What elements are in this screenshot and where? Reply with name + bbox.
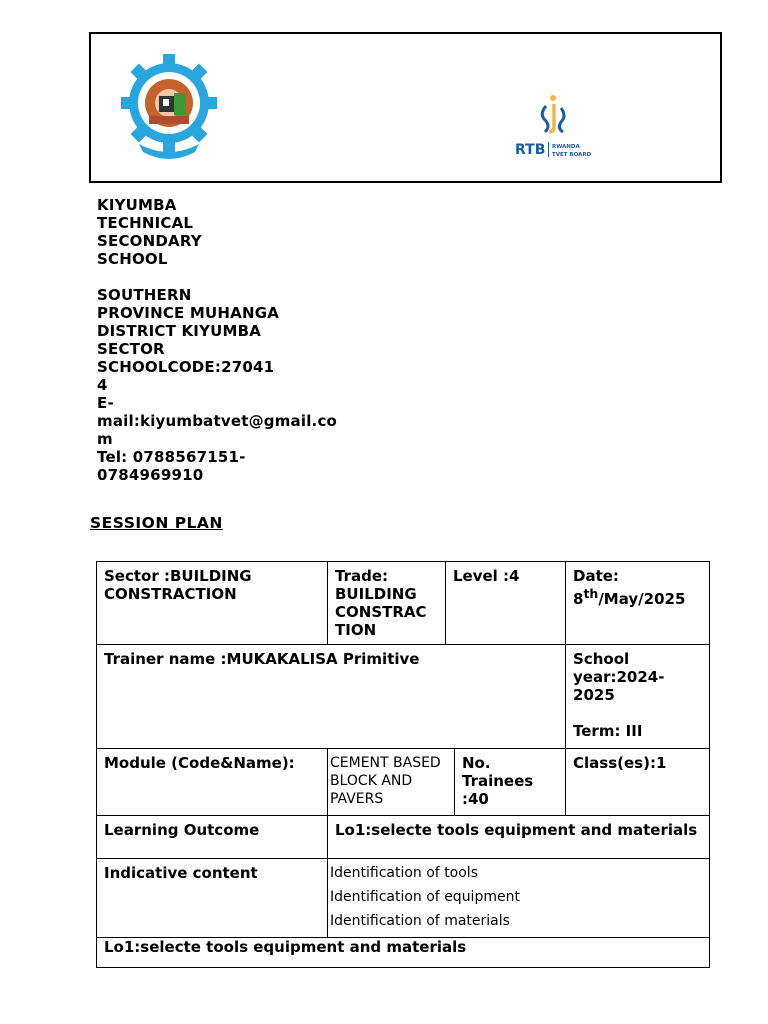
school-name-line: TECHNICAL xyxy=(97,214,194,232)
indicative-item: Identification of tools xyxy=(330,865,478,881)
date-prefix: Date: 8 xyxy=(573,567,619,608)
email-line: m xyxy=(97,430,113,448)
level-cell: Level :4 xyxy=(446,562,566,645)
school-code-line: SCHOOLCODE:27041 xyxy=(97,358,275,376)
address-line: PROVINCE MUHANGA xyxy=(97,304,280,322)
indicative-content-label-cell: Indicative content xyxy=(97,859,328,938)
school-name-line: KIYUMBA xyxy=(97,196,177,214)
school-name-line: SCHOOL xyxy=(97,250,168,268)
date-superscript: th xyxy=(583,586,599,601)
kiyumba-tss-gear-logo-icon xyxy=(119,48,219,162)
module-value-cell: CEMENT BASED BLOCK AND PAVERS xyxy=(328,749,455,816)
classes-cell: Class(es):1 xyxy=(566,749,710,816)
email-line: mail:kiyumbatvet@gmail.co xyxy=(97,412,338,430)
indicative-item: Identification of materials xyxy=(330,913,510,929)
indicative-content-cell xyxy=(328,859,710,938)
email-line: E- xyxy=(97,394,114,412)
learning-outcome-value-cell: Lo1:selecte tools equipment and materials xyxy=(328,816,710,859)
trainees-cell: No. Trainees :40 xyxy=(455,749,566,816)
school-info xyxy=(97,196,372,484)
session-plan-title: SESSION PLAN xyxy=(90,514,223,532)
letterhead-box xyxy=(89,32,722,183)
learning-outcome-label-cell: Learning Outcome xyxy=(97,816,328,859)
session-plan-table xyxy=(96,561,710,968)
address-line: SOUTHERN xyxy=(97,286,192,304)
school-name-line: SECONDARY xyxy=(97,232,202,250)
module-label-cell: Module (Code&Name): xyxy=(97,749,328,816)
date-cell xyxy=(566,562,710,645)
phone-line: 0784969910 xyxy=(97,466,204,484)
rtb-logo-icon xyxy=(513,92,595,162)
phone-line: Tel: 0788567151- xyxy=(97,448,246,466)
term: Term: III xyxy=(573,722,643,740)
learning-outcome-heading-row: Lo1:selecte tools equipment and materials xyxy=(97,938,710,968)
address-line: DISTRICT KIYUMBA xyxy=(97,322,262,340)
school-year: School year:2024-2025 xyxy=(573,650,665,704)
address-line: SECTOR xyxy=(97,340,165,358)
sector-cell: Sector :BUILDING CONSTRACTION xyxy=(97,562,328,645)
trainer-name-cell: Trainer name :MUKAKALISA Primitive xyxy=(97,645,566,749)
indicative-item: Identification of equipment xyxy=(330,889,520,905)
rtb-logo-subtitle-2: TVET BOARD xyxy=(552,152,592,158)
school-year-cell xyxy=(566,645,710,749)
rtb-logo-text: RTB xyxy=(515,142,546,158)
trade-cell: Trade: BUILDING CONSTRAC TION xyxy=(328,562,446,645)
rtb-logo-subtitle-1: RWANDA xyxy=(552,144,580,150)
date-suffix: /May/2025 xyxy=(598,590,686,608)
school-code-line: 4 xyxy=(97,376,108,394)
